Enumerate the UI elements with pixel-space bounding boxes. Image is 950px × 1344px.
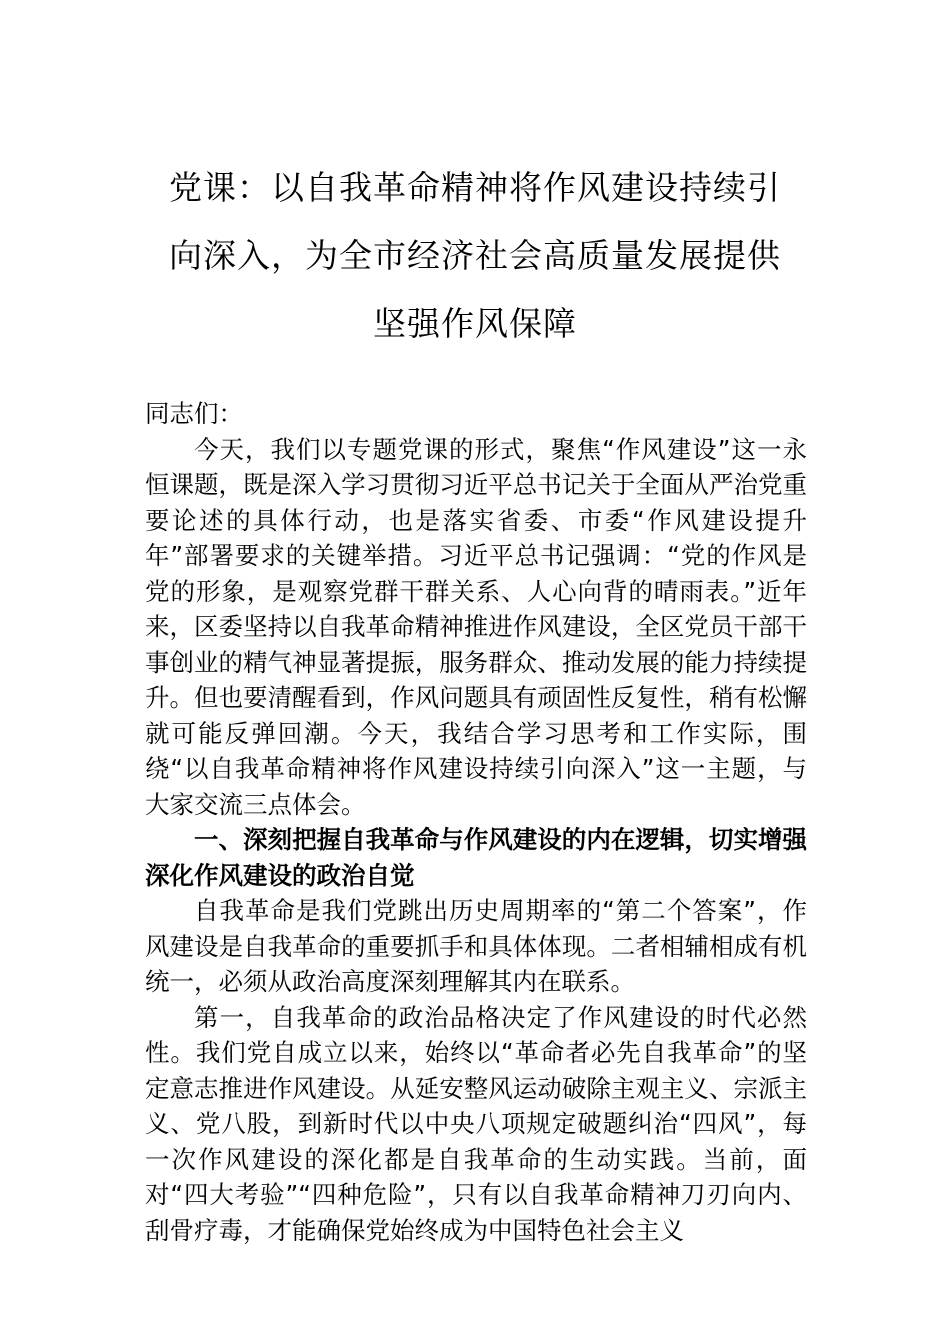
- document-body: [145, 396, 807, 1248]
- body-paragraph: 第一，自我革命的政治品格决定了作风建设的时代必然性。我们党自成立以来，始终以“革命者必先自我革命”的坚定意志推进作风建设。从延安整风运动破除主观主义、宗派主义、党八股，到新时代以中央八项规定破题纠治“四风”，每一次作风建设的深化都是自我革命的生动实践。当前，面对“四大考验”“四种危险”，只有以自我革命精神刀刃向内、刮骨疗毒，才能确保党始终成为中国特色社会主义: [145, 1002, 807, 1245]
- document-title: [140, 154, 810, 358]
- title-line: 向深入，为全市经济社会高质量发展提供: [169, 236, 781, 275]
- body-paragraph: 今天，我们以专题党课的形式，聚焦“作风建设”这一永恒课题，既是深入学习贯彻习近平总书记关于全面从严治党重要论述的具体行动，也是落实省委、市委“作风建设提升年”部署要求的关键举措。习近平总书记强调：“党的作风是党的形象，是观察党群干群关系、人心向背的晴雨表。”近年来，区委坚持以自我革命精神推进作风建设，全区党员干部干事创业的精气神显著提振，服务群众、推动发展的能力持续提升。但也要清醒看到，作风问题具有顽固性反复性，稍有松懈就可能反弹回潮。今天，我结合学习思考和工作实际，围绕“以自我革命精神将作风建设持续引向深入”这一主题，与大家交流三点体会。: [145, 434, 807, 819]
- body-paragraph: 自我革命是我们党跳出历史周期率的“第二个答案”，作风建设是自我革命的重要抓手和具体体现。二者相辅相成有机统一，必须从政治高度深刻理解其内在联系。: [145, 896, 807, 996]
- title-line: 坚强作风保障: [373, 304, 577, 343]
- salutation: 同志们：: [145, 399, 243, 428]
- section-heading: 一、深刻把握自我革命与作风建设的内在逻辑，切实增强深化作风建设的政治自觉: [145, 825, 807, 890]
- title-line: 党课：以自我革命精神将作风建设持续引: [169, 168, 781, 207]
